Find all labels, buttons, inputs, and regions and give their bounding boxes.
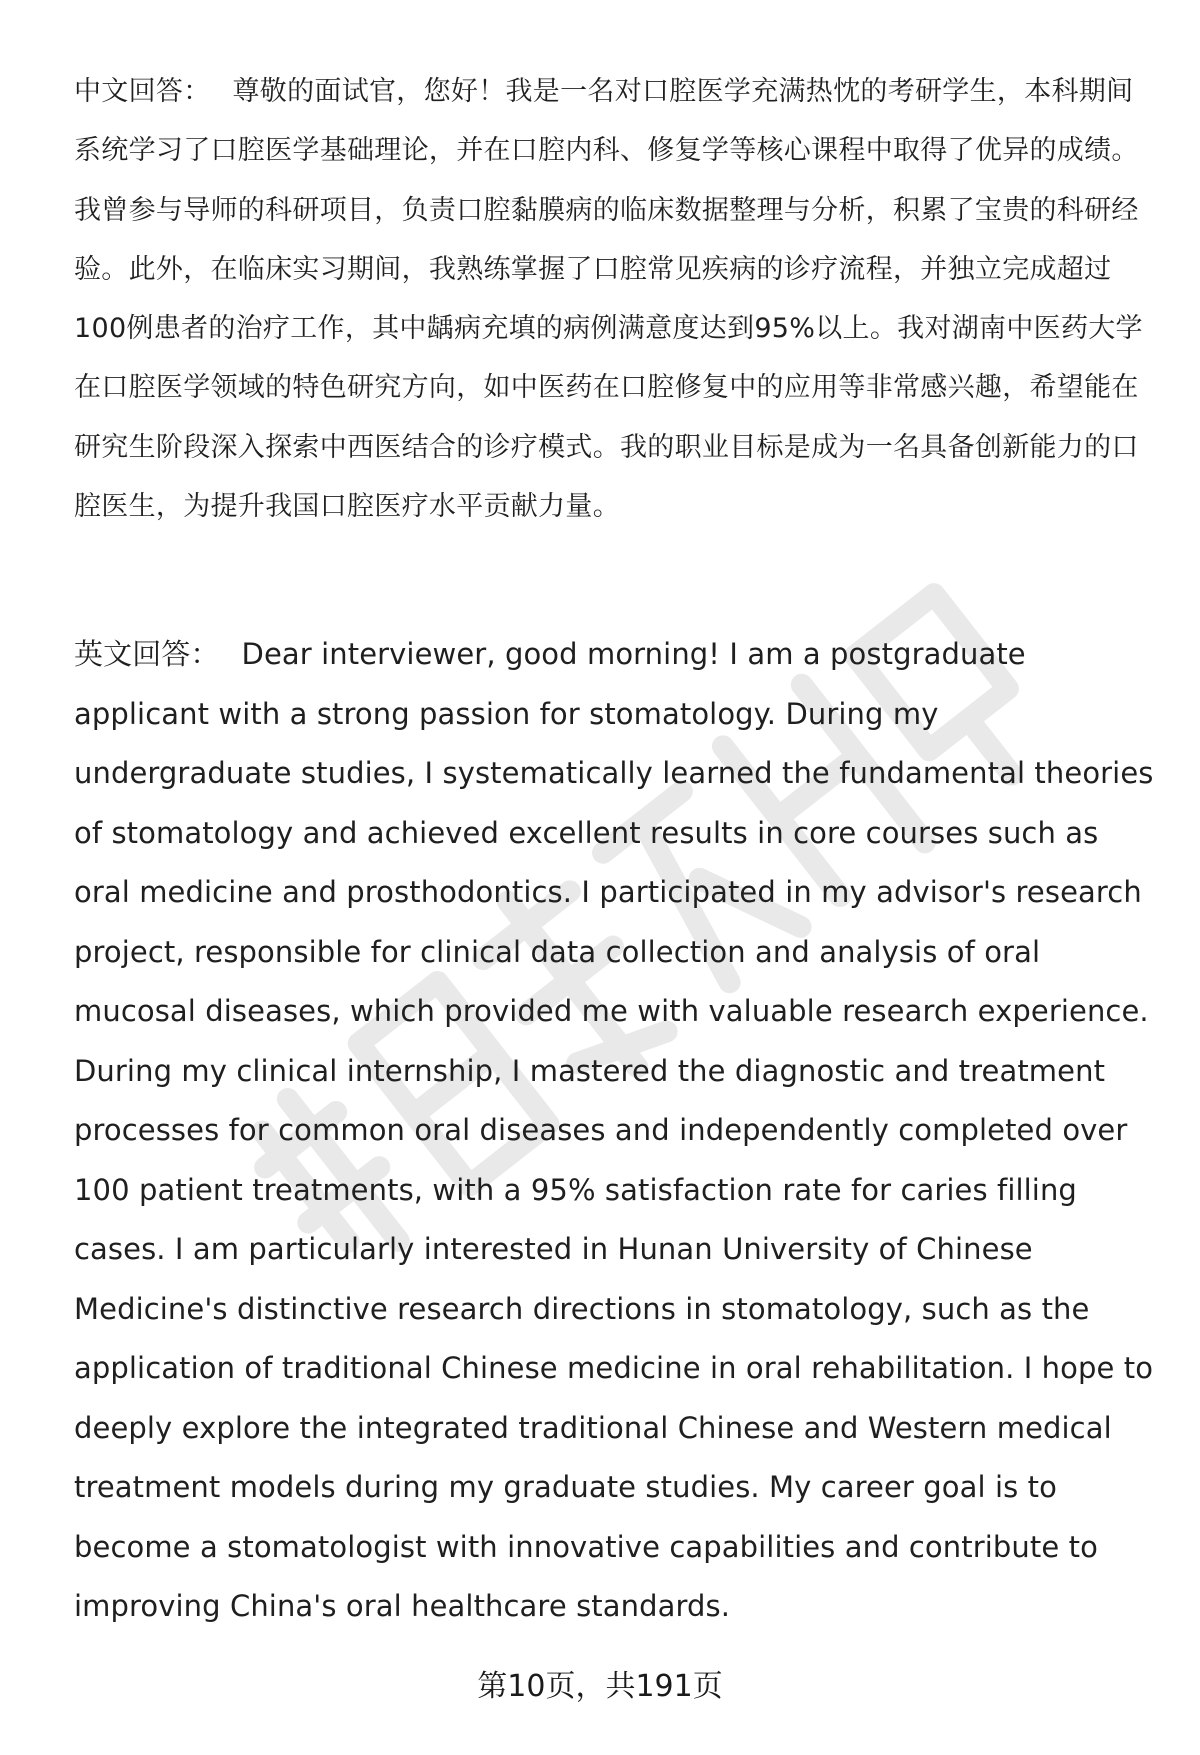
english-answer-text: Dear interviewer, good morning! I am a postgraduate applicant with a strong passion for stomatology. During my undergraduate studies, I systematically learned the fundamental theories of stomatology and achieved excellent results in core courses such as oral medicine and prosthodontics. I participated in my advisor's research project, responsible for clinical data collection and analysis of oral mucosal diseases, which provided me with valuable research experience. During my clinical internship, I mastered the diagnostic and treatment processes for common oral diseases and independently completed over 100 patient treatments, with a 95% satisfaction rate for caries filling cases. I am particularly interested in Hunan University of Chinese Medicine's distinctive research directions in stomatology, such as the application of traditional Chinese medicine in oral rehabilitation. I hope to deeply explore the integrated traditional Chinese and Western medical treatment models during my graduate studies. My career goal is to become a stomatologist with innovative capabilities and contribute to improving China's oral healthcare standards. bbox=[74, 637, 1154, 1623]
english-answer-label: 英文回答： bbox=[74, 637, 220, 671]
chinese-answer-paragraph bbox=[74, 62, 1160, 536]
page-indicator: 第10页，共191页 bbox=[477, 1669, 723, 1704]
english-answer-paragraph bbox=[74, 625, 1160, 1637]
chinese-answer-label: 中文回答： bbox=[74, 76, 211, 107]
chinese-answer-text: 尊敬的面试官，您好！我是一名对口腔医学充满热忱的考研学生，本科期间系统学习了口腔医学基础理论，并在口腔内科、修复学等核心课程中取得了优异的成绩。我曾参与导师的科研项目，负责口腔黏膜病的临床数据整理与分析，积累了宝贵的科研经验。此外，在临床实习期间，我熟练掌握了口腔常见疾病的诊疗流程，并独立完成超过100例患者的治疗工作，其中龋病充填的病例满意度达到95%以上。我对湖南中医药大学在口腔医学领域的特色研究方向，如中医药在口腔修复中的应用等非常感兴趣，希望能在研究生阶段深入探索中西医结合的诊疗模式。我的职业目标是成为一名具备创新能力的口腔医生，为提升我国口腔医疗水平贡献力量。 bbox=[74, 76, 1143, 523]
